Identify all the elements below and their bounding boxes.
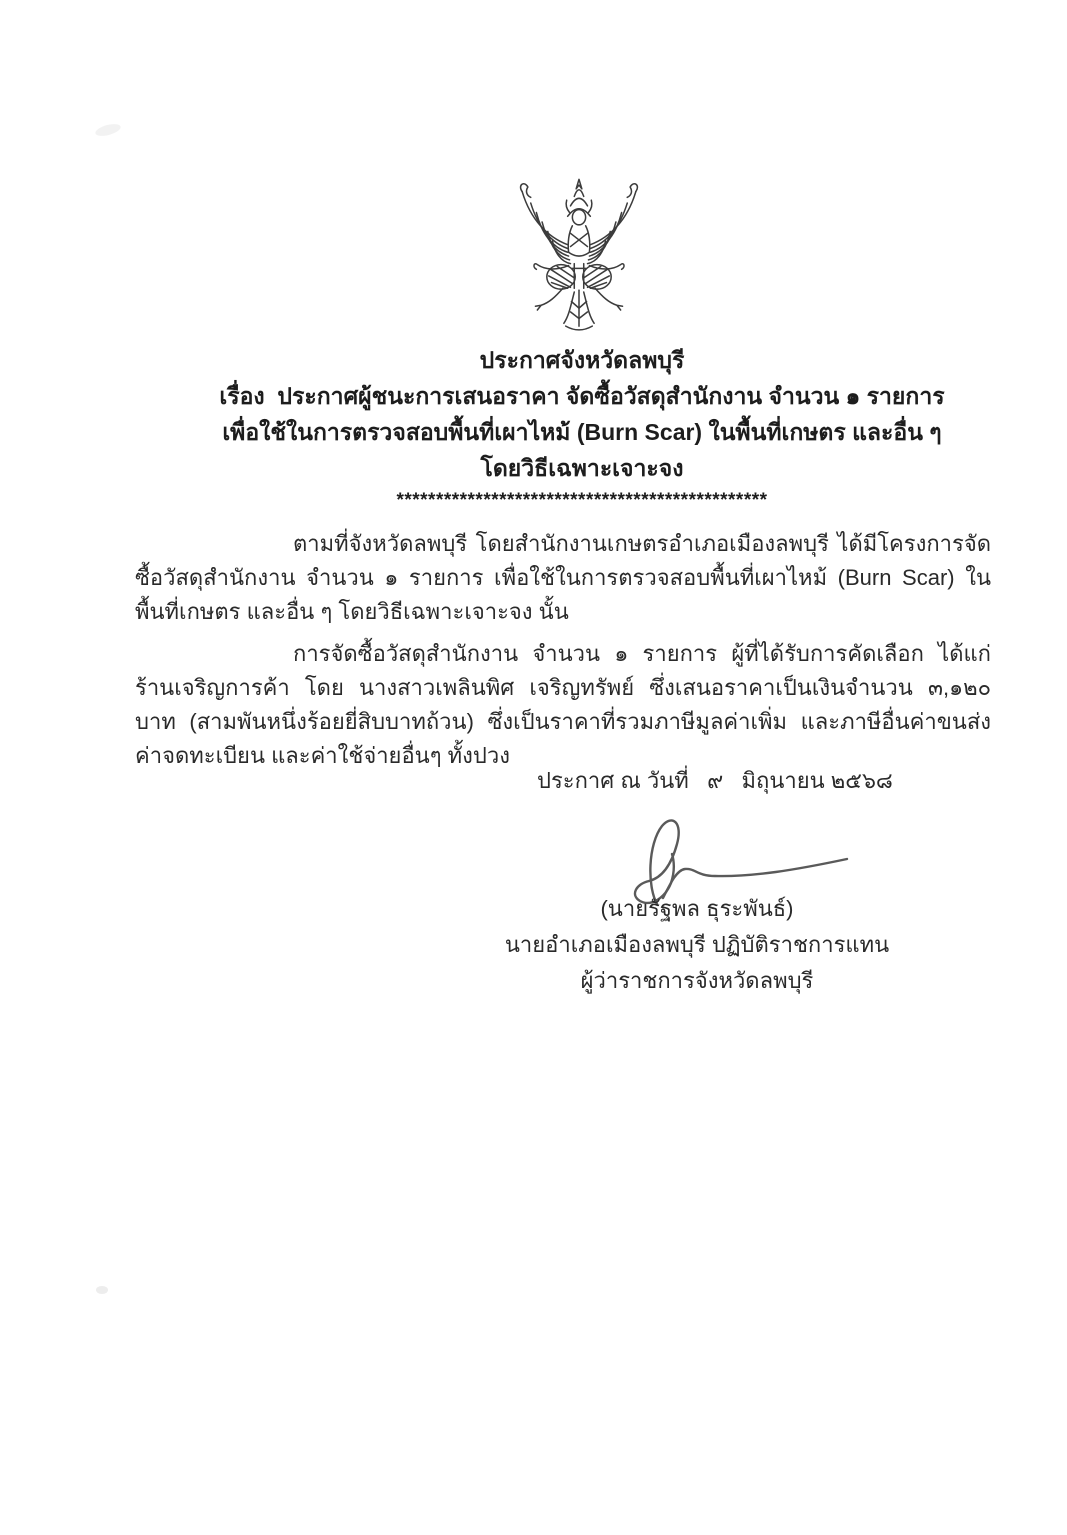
asterisk-divider: *********************************************** <box>396 490 768 511</box>
document-header <box>97 342 1067 512</box>
announcement-date-line: ประกาศ ณ วันที่ ๙ มิถุนายน ๒๕๖๘ <box>537 768 893 793</box>
subject-line: เรื่อง ประกาศผู้ชนะการเสนอราคา จัดซื้อวัสดุสำนักงาน จำนวน ๑ รายการ <box>219 383 945 409</box>
garuda-emblem-icon <box>508 176 650 338</box>
signer-title-position: นายอำเภอเมืองลพบุรี ปฏิบัติราชการแทน <box>504 932 890 957</box>
signer-title-on-behalf: ผู้ว่าราชการจังหวัดลพบุรี <box>580 968 814 993</box>
subject-line-2: เพื่อใช้ในการตรวจสอบพื้นที่เผาไหม้ (Burn Scar) ในพื้นที่เกษตร และอื่น ๆ <box>222 419 942 445</box>
paragraph-project-background: ตามที่จังหวัดลพบุรี โดยสำนักงานเกษตรอำเภอเมืองลพบุรี ได้มีโครงการจัดซื้อวัสดุสำนักงาน จำนวน ๑ รายการ เพื่อใช้ในการตรวจสอบพื้นที่เผาไหม้ (Burn Scar) ในพื้นที่เกษตร และอื่น ๆ โดยวิธีเฉพาะเจาะจง นั้น <box>135 531 991 624</box>
signer-name: (นายรัฐพล ธุระพันธ์) <box>600 896 794 921</box>
paragraph-winner-announcement: การจัดซื้อวัสดุสำนักงาน จำนวน ๑ รายการ ผู้ที่ได้รับการคัดเลือก ได้แก่ ร้านเจริญการค้า โดย นางสาวเพลินพิศ เจริญทรัพย์ ซึ่งเสนอราคาเป็นเงินจำนวน ๓,๑๒๐ บาท (สามพันหนึ่งร้อยยี่สิบบาทถ้วน) ซึ่งเป็นราคาที่รวมภาษีมูลค่าเพิ่ม และภาษีอื่นค่าขนส่ง ค่าจดทะเบียน และค่าใช้จ่ายอื่นๆ ทั้งปวง <box>135 641 991 768</box>
scan-smudge <box>94 122 122 138</box>
scan-smudge <box>96 1286 108 1294</box>
procurement-method-line: โดยวิธีเฉพาะเจาะจง <box>480 455 684 481</box>
announcement-title: ประกาศจังหวัดลพบุรี <box>479 347 685 373</box>
signer-block <box>457 891 937 999</box>
